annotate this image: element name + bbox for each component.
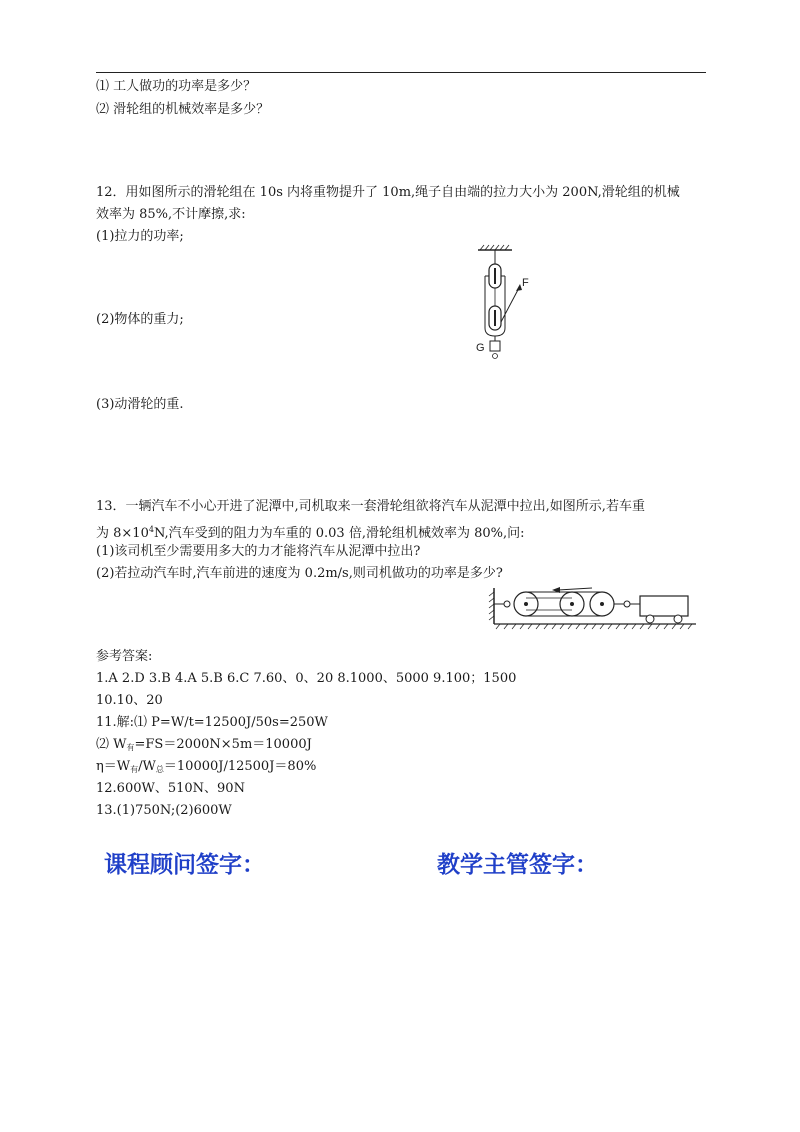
q11-part2: ⑵ 滑轮组的机械效率是多少？ [96,102,270,117]
answers-line7: 13.(1)750N;(2)600W [96,803,232,818]
answers-line2: 10.10、20 [96,693,163,708]
q12-part1: (1)拉力的功率; [96,229,184,244]
course-advisor-signature: 课程顾问签字： [104,852,265,878]
teaching-supervisor-signature: 教学主管签字： [437,852,598,878]
q12-stem-line2: 效率为 85%,不计摩擦,求: [96,207,246,222]
header-rule [96,72,706,73]
q13-stem-line1: 13．一辆汽车不小心开进了泥潭中,司机取来一套滑轮组欲将汽车从泥潭中拉出,如图所示,若车重 [96,499,645,514]
answers-line1: 1.A 2.D 3.B 4.A 5.B 6.C 7.60、0、20 8.1000、5000 9.100；1500 [96,671,517,686]
q13-part1: (1)该司机至少需要用多大的力才能将汽车从泥潭中拉出? [96,544,421,559]
q12-part2: (2)物体的重力; [96,312,184,327]
answers-line4: ⑵ $W_有=FS=2000N\times 5m=10000J$ [96,737,312,752]
answers-line3: 11.解:⑴ P=W/t=12500J/50s=250W [96,715,328,730]
answers-heading: 参考答案: [96,649,153,664]
pulley-figure-q12 [470,244,540,364]
q12-stem-line1: 12．用如图所示的滑轮组在 10s 内将重物提升了 10m,绳子自由端的拉力大小为 200N,滑轮组的机械 [96,185,680,200]
answers-line6: 12.600W、510N、90N [96,781,245,796]
answers-line5: $\eta=W_有/W_总=10000J/12500J=80\%$ [96,759,317,774]
q12-part3: (3)动滑轮的重. [96,397,184,412]
q13-part2: (2)若拉动汽车时,汽车前进的速度为 0.2m/s,则司机做功的功率是多少? [96,566,503,581]
q11-part1: ⑴ 工人做功的功率是多少？ [96,79,257,94]
force-label: F [522,277,529,289]
q13-stem-line2: 为 $8\times 10^4N$,汽车受到的阻力为车重的 0.03 倍,滑轮组机械效率为 80%,问: [96,525,525,541]
car-pulley-figure-q13 [488,584,702,630]
weight-label: G [476,342,485,354]
